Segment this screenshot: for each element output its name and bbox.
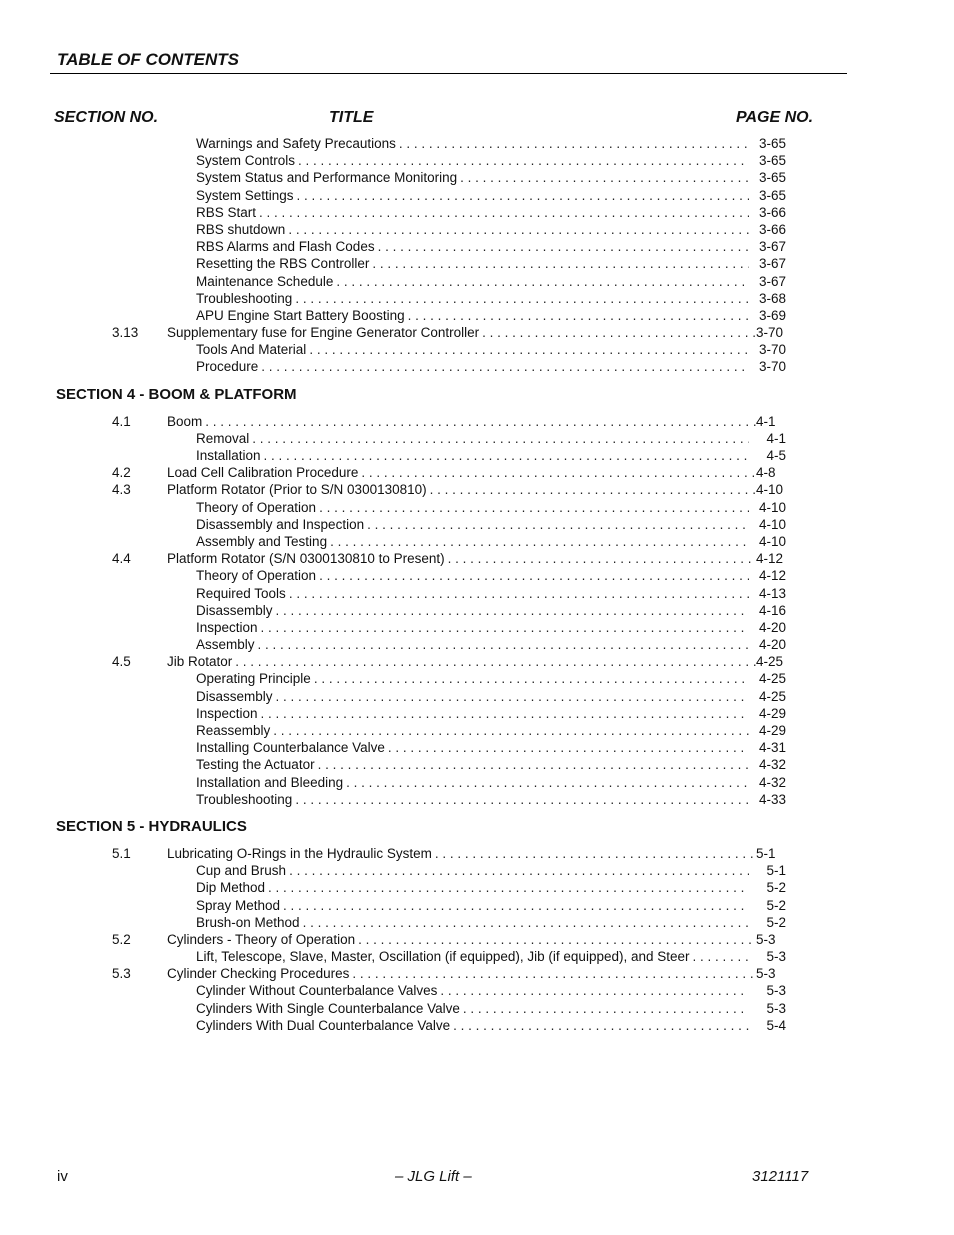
toc-subentry[interactable] [0, 533, 954, 550]
dot-leader [314, 670, 749, 687]
toc-subentry[interactable] [0, 187, 954, 204]
entry-title: Installing Counterbalance Valve [196, 740, 385, 756]
entry-number: 4.3 [112, 482, 131, 498]
toc-entry[interactable] [0, 931, 954, 948]
entry-title-leader [196, 430, 749, 447]
entry-title: Cylinders - Theory of Operation [167, 931, 356, 947]
entry-title-leader [196, 619, 749, 636]
entry-title: Installation [196, 448, 261, 463]
entry-page-number: 4-25 [758, 671, 786, 687]
section-heading-text: SECTION 5 - HYDRAULICS [56, 817, 247, 835]
entry-title: Assembly [196, 637, 255, 653]
entry-title-leader [196, 169, 749, 186]
dot-leader [482, 324, 756, 341]
entry-title-leader [196, 705, 749, 722]
entry-title: Troubleshooting [196, 791, 293, 807]
dot-leader [361, 464, 756, 481]
dot-leader [352, 965, 756, 982]
entry-page-number: 5-1 [766, 863, 786, 879]
dot-leader [448, 550, 756, 567]
entry-page-number: 5-2 [766, 914, 786, 930]
entry-title: Warnings and Safety Precautions [196, 136, 396, 151]
dot-leader [378, 238, 749, 255]
entry-title: Installation and Bleeding [196, 774, 344, 790]
entry-title-leader [167, 550, 756, 567]
entry-title-leader [196, 152, 749, 169]
entry-title: Testing the Actuator [196, 757, 315, 773]
entry-title-leader [167, 931, 756, 948]
entry-page-number: 4-29 [758, 723, 786, 738]
entry-title: Disassembly [196, 602, 273, 618]
dot-leader [276, 602, 749, 619]
entry-title: Disassembly and Inspection [196, 516, 365, 532]
dot-leader [261, 358, 749, 375]
dot-leader [303, 914, 749, 931]
entry-page-number: 4-10 [758, 499, 786, 515]
entry-title-leader [196, 221, 749, 238]
toc-subentry[interactable] [0, 897, 954, 914]
entry-title: Cylinder Checking Procedures [167, 966, 350, 982]
entry-page-number: 3-65 [758, 170, 786, 186]
entry-title: Theory of Operation [196, 499, 317, 515]
toc-subentry[interactable] [0, 135, 954, 152]
section-heading-text: SECTION 4 - BOOM & PLATFORM [56, 385, 297, 403]
dot-leader [309, 341, 749, 358]
toc-subentry[interactable] [0, 204, 954, 221]
dot-leader [358, 931, 756, 948]
entry-title-leader [167, 965, 756, 982]
dot-leader [261, 619, 749, 636]
dot-leader [388, 739, 749, 756]
entry-page-number: 4-25 [756, 654, 784, 670]
toc-subentry[interactable] [0, 447, 954, 464]
toc-subentry[interactable] [0, 221, 954, 238]
page-header-title: TABLE OF CONTENTS [57, 50, 239, 69]
dot-leader [460, 169, 749, 186]
entry-page-number: 5-3 [766, 949, 786, 965]
entry-title: Cylinders With Dual Counterbalance Valve [196, 1017, 451, 1033]
dot-leader [252, 430, 749, 447]
entry-title: Cup and Brush [196, 863, 287, 879]
entry-title-leader [196, 688, 749, 705]
entry-title: APU Engine Start Battery Boosting [196, 307, 405, 323]
toc-subentry[interactable] [0, 948, 954, 965]
entry-title-leader [196, 862, 749, 879]
entry-page-number: 4-10 [758, 516, 786, 532]
entry-page-number: 5-2 [766, 880, 786, 896]
entry-title-leader [196, 636, 749, 653]
dot-leader [273, 722, 749, 739]
entry-page-number: 5-3 [756, 966, 776, 982]
entry-title-leader [196, 948, 749, 965]
dot-leader [259, 204, 749, 221]
entry-page-number: 4-32 [758, 774, 786, 790]
entry-page-number: 3-70 [758, 359, 786, 375]
toc-subentry[interactable] [0, 273, 954, 290]
entry-page-number: 4-16 [758, 602, 786, 618]
entry-title: Theory of Operation [196, 568, 317, 584]
entry-title: Brush-on Method [196, 914, 300, 930]
entry-page-number: 4-8 [756, 465, 776, 481]
dot-leader [319, 499, 749, 516]
entry-title-leader [196, 897, 749, 914]
entry-title-leader [196, 358, 749, 375]
toc-subentry[interactable] [0, 238, 954, 255]
dot-leader [463, 1000, 749, 1017]
entry-title: Inspection [196, 705, 258, 721]
entry-page-number: 3-65 [758, 136, 786, 151]
entry-page-number: 3-68 [758, 290, 786, 306]
entry-title-leader [196, 516, 749, 533]
dot-leader [268, 879, 749, 896]
entry-page-number: 5-3 [766, 1000, 786, 1016]
dot-leader [372, 255, 749, 272]
toc-subentry[interactable] [0, 688, 954, 705]
dot-leader [453, 1017, 749, 1034]
entry-page-number: 4-10 [756, 482, 784, 498]
entry-title-leader [167, 464, 756, 481]
entry-title: Lift, Telescope, Slave, Master, Oscillation (if equipped), Jib (if equipped), and Steer [196, 949, 690, 965]
entry-page-number: 3-65 [758, 187, 786, 203]
entry-page-number: 4-1 [766, 430, 786, 446]
toc-subentry[interactable] [0, 585, 954, 602]
entry-page-number: 3-66 [758, 204, 786, 220]
toc-subentry[interactable] [0, 516, 954, 533]
entry-page-number: 4-25 [758, 688, 786, 704]
toc-subentry[interactable] [0, 670, 954, 687]
entry-title: Spray Method [196, 897, 281, 913]
toc-subentry[interactable] [0, 636, 954, 653]
entry-title: Dip Method [196, 880, 266, 896]
footer-publisher: – JLG Lift – [395, 1168, 472, 1185]
toc-entry[interactable] [0, 550, 954, 567]
entry-title: Lubricating O-Rings in the Hydraulic System [167, 845, 432, 861]
toc-entry[interactable] [0, 845, 954, 862]
entry-page-number: 4-1 [756, 413, 776, 429]
entry-title-leader [196, 255, 749, 272]
toc-section-heading[interactable] [0, 818, 954, 845]
entry-title-leader [196, 914, 749, 931]
entry-title: Tools And Material [196, 342, 307, 358]
entry-page-number: 4-32 [758, 757, 786, 773]
entry-title: Supplementary fuse for Engine Generator Controller [167, 325, 480, 341]
toc-subentry[interactable] [0, 756, 954, 773]
entry-title: Cylinder Without Counterbalance Valves [196, 983, 438, 999]
entry-page-number: 4-33 [758, 791, 786, 807]
entry-page-number: 4-12 [758, 568, 786, 584]
entry-number: 4.1 [112, 413, 131, 429]
toc-subentry[interactable] [0, 341, 954, 358]
entry-title: Troubleshooting [196, 290, 293, 306]
entry-page-number: 4-10 [758, 533, 786, 549]
dot-leader [435, 845, 756, 862]
entry-page-number: 3-70 [756, 325, 784, 341]
entry-number: 5.2 [112, 931, 131, 947]
entry-page-number: 5-3 [766, 983, 786, 999]
entry-title: RBS shutdown [196, 221, 286, 237]
footer-page-number: iv [57, 1168, 68, 1185]
dot-leader [298, 152, 749, 169]
entry-title: Assembly and Testing [196, 533, 328, 549]
dot-leader [295, 791, 749, 808]
entry-number: 3.13 [112, 325, 139, 341]
toc-section-heading[interactable] [0, 386, 954, 413]
entry-title-leader [196, 238, 749, 255]
entry-page-number: 5-4 [766, 1017, 786, 1033]
dot-leader [297, 187, 749, 204]
toc-entry[interactable] [0, 413, 954, 430]
entry-page-number: 4-20 [758, 619, 786, 635]
toc-subentry[interactable] [0, 499, 954, 516]
entry-title-leader [196, 879, 749, 896]
entry-page-number: 3-67 [758, 239, 786, 255]
entry-title: Platform Rotator (Prior to S/N 0300130810) [167, 482, 427, 498]
dot-leader [336, 273, 749, 290]
entry-page-number: 5-2 [766, 897, 786, 913]
entry-title-leader [196, 791, 749, 808]
entry-title: RBS Alarms and Flash Codes [196, 239, 375, 255]
toc-subentry[interactable] [0, 705, 954, 722]
toc-subentry[interactable] [0, 619, 954, 636]
toc-entry[interactable] [0, 653, 954, 670]
entry-title-leader [196, 756, 749, 773]
entry-title-leader [196, 567, 749, 584]
entry-title-leader [167, 653, 756, 670]
entry-title-leader [196, 585, 749, 602]
toc-entry[interactable] [0, 324, 954, 341]
entry-page-number: 3-67 [758, 256, 786, 272]
column-header-page-no: PAGE NO. [736, 109, 814, 126]
toc-entry[interactable] [0, 965, 954, 982]
dot-leader [319, 567, 749, 584]
entry-page-number: 3-65 [758, 153, 786, 169]
entry-page-number: 5-1 [756, 845, 776, 861]
entry-title: Removal [196, 430, 250, 446]
entry-title-leader [196, 204, 749, 221]
entry-title: Cylinders With Single Counterbalance Valve [196, 1000, 460, 1016]
entry-page-number: 4-5 [766, 448, 786, 463]
entry-title-leader [167, 481, 756, 498]
column-header-section-no: SECTION NO. [54, 109, 159, 126]
entry-title-leader [196, 1017, 749, 1034]
column-header-title: TITLE [329, 109, 374, 126]
dot-leader [440, 982, 749, 999]
entry-title: System Controls [196, 153, 296, 169]
dot-leader [295, 290, 749, 307]
entry-title-leader [196, 1000, 749, 1017]
toc-subentry[interactable] [0, 1000, 954, 1017]
toc-subentry[interactable] [0, 255, 954, 272]
entry-title: Boom [167, 413, 203, 429]
entry-title: Operating Principle [196, 671, 311, 687]
dot-leader [205, 413, 756, 430]
entry-page-number: 3-66 [758, 221, 786, 237]
toc-subentry[interactable] [0, 982, 954, 999]
entry-title-leader [196, 670, 749, 687]
toc-subentry[interactable] [0, 722, 954, 739]
toc-subentry[interactable] [0, 862, 954, 879]
entry-page-number: 3-67 [758, 273, 786, 289]
entry-title: System Settings [196, 187, 294, 203]
toc-subentry[interactable] [0, 879, 954, 896]
toc-entry[interactable] [0, 481, 954, 498]
toc-subentry[interactable] [0, 774, 954, 791]
dot-leader [346, 774, 749, 791]
dot-leader [235, 653, 756, 670]
entry-title-leader [167, 413, 756, 430]
entry-title-leader [196, 739, 749, 756]
dot-leader [367, 516, 749, 533]
entry-title-leader [196, 602, 749, 619]
entry-title: Maintenance Schedule [196, 273, 334, 289]
entry-title-leader [196, 447, 749, 464]
dot-leader [261, 705, 749, 722]
entry-title: Disassembly [196, 688, 273, 704]
entry-title: Platform Rotator (S/N 0300130810 to Present) [167, 551, 445, 567]
entry-title-leader [196, 187, 749, 204]
entry-page-number: 5-3 [756, 931, 776, 947]
dot-leader [288, 221, 749, 238]
toc-entry[interactable] [0, 464, 954, 481]
entry-page-number: 4-29 [758, 705, 786, 721]
header-rule [50, 73, 847, 74]
entry-number: 4.5 [112, 654, 131, 670]
entry-title-leader [196, 774, 749, 791]
entry-page-number: 4-13 [758, 585, 786, 601]
toc-subentry[interactable] [0, 430, 954, 447]
entry-number: 5.3 [112, 966, 131, 982]
entry-title: System Status and Performance Monitoring [196, 170, 458, 186]
dot-leader [318, 756, 749, 773]
dot-leader [408, 307, 749, 324]
dot-leader [258, 636, 749, 653]
entry-title: RBS Start [196, 204, 257, 220]
dot-leader [289, 862, 749, 879]
toc-subentry[interactable] [0, 791, 954, 808]
toc-subentry[interactable] [0, 290, 954, 307]
toc-subentry[interactable] [0, 307, 954, 324]
entry-title-leader [196, 499, 749, 516]
dot-leader [264, 447, 749, 464]
entry-title-leader [196, 722, 749, 739]
entry-title: Reassembly [196, 723, 271, 738]
entry-title: Inspection [196, 619, 258, 635]
dot-leader [693, 948, 749, 965]
toc-subentry[interactable] [0, 169, 954, 186]
entry-page-number: 4-12 [756, 551, 784, 567]
entry-number: 5.1 [112, 845, 131, 861]
entry-title: Required Tools [196, 585, 286, 601]
entry-page-number: 4-31 [758, 740, 786, 756]
entry-title-leader [196, 982, 749, 999]
dot-leader [289, 585, 749, 602]
toc-subentry[interactable] [0, 739, 954, 756]
toc-subentry[interactable] [0, 358, 954, 375]
entry-title-leader [196, 307, 749, 324]
dot-leader [430, 481, 756, 498]
toc-list [0, 135, 954, 1034]
dot-leader [330, 533, 749, 550]
entry-title-leader [196, 341, 749, 358]
toc-subentry[interactable] [0, 1017, 954, 1034]
entry-page-number: 3-69 [758, 307, 786, 323]
toc-subentry[interactable] [0, 602, 954, 619]
entry-title: Procedure [196, 359, 259, 375]
dot-leader [276, 688, 749, 705]
entry-title: Resetting the RBS Controller [196, 256, 370, 272]
entry-title-leader [196, 273, 749, 290]
entry-title: Load Cell Calibration Procedure [167, 465, 359, 481]
dot-leader [399, 135, 749, 152]
toc-subentry[interactable] [0, 914, 954, 931]
entry-title-leader [167, 845, 756, 862]
footer-document-number: 3121117 [752, 1168, 809, 1185]
toc-subentry[interactable] [0, 567, 954, 584]
entry-page-number: 4-20 [758, 637, 786, 653]
entry-number: 4.2 [112, 465, 131, 481]
entry-page-number: 3-70 [758, 342, 786, 358]
entry-title-leader [196, 290, 749, 307]
entry-number: 4.4 [112, 551, 131, 567]
entry-title-leader [196, 135, 749, 152]
entry-title: Jib Rotator [167, 654, 233, 670]
entry-title-leader [167, 324, 756, 341]
toc-subentry[interactable] [0, 152, 954, 169]
entry-title-leader [196, 533, 749, 550]
dot-leader [283, 897, 749, 914]
